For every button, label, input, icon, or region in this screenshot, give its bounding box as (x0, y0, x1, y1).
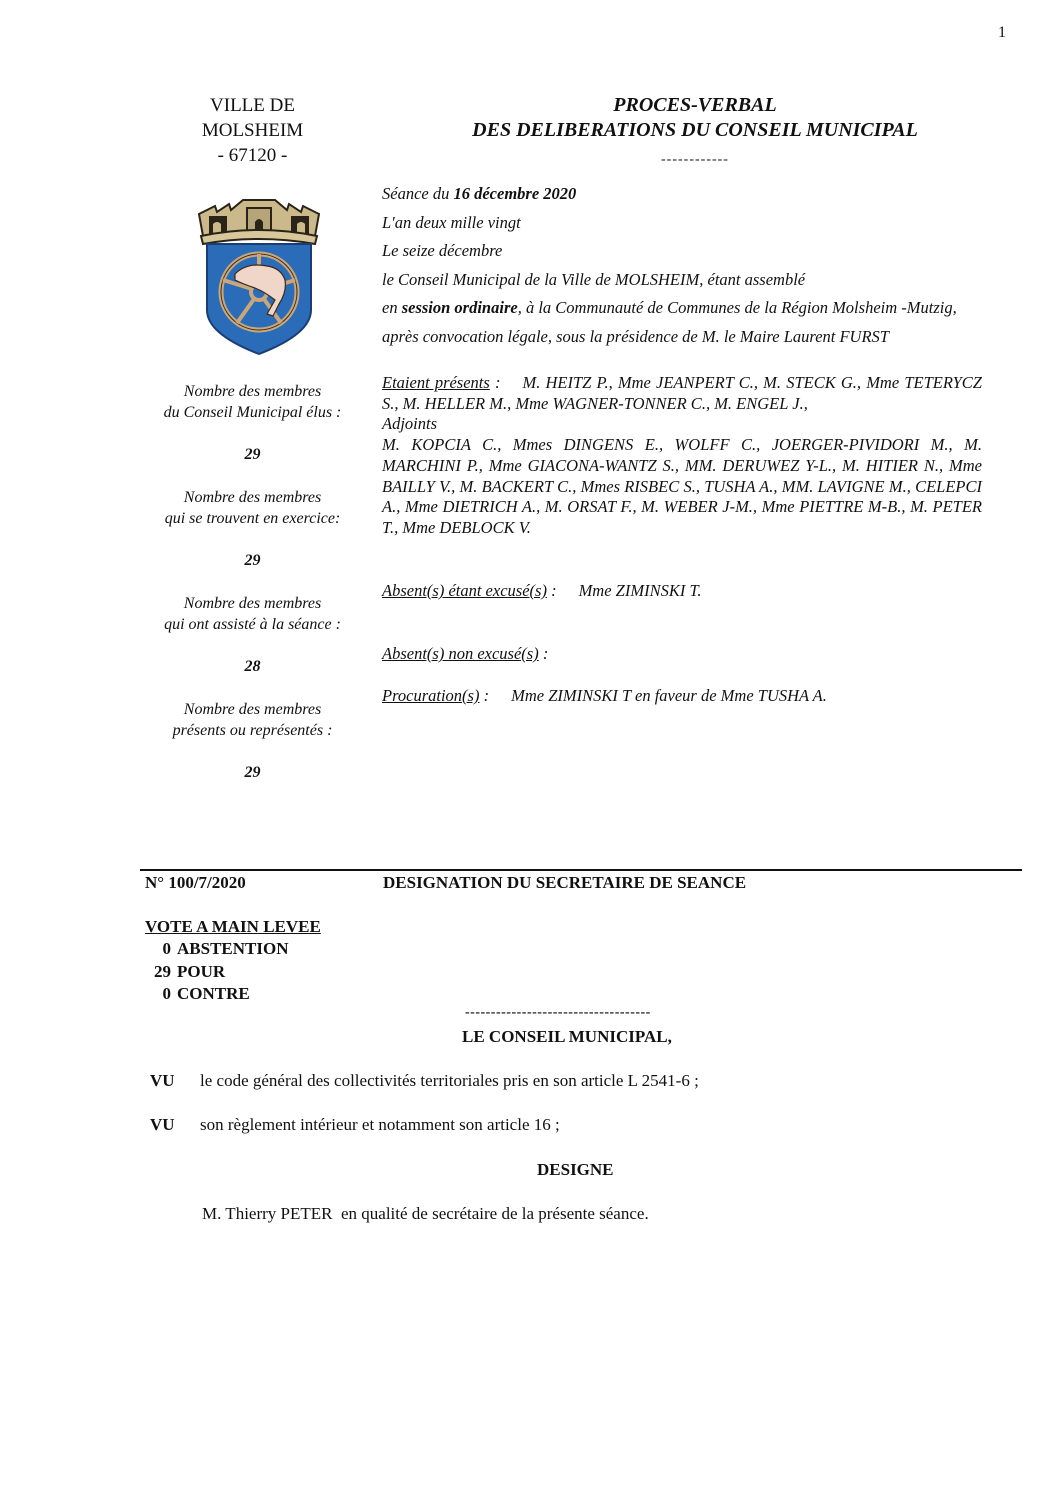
page-number: 1 (998, 24, 1006, 41)
stat-elected: Nombre des membres du Conseil Municipal élus : 29 (150, 381, 355, 465)
session-assembly-line: le Conseil Municipal de la Ville de MOLSHEIM, étant assemblé (382, 269, 806, 289)
excused-names: Mme ZIMINSKI T. (578, 581, 702, 600)
body-heading: LE CONSEIL MUNICIPAL, (462, 1027, 672, 1046)
stat-value: 29 (244, 446, 261, 463)
stat-in-office: Nombre des membres qui se trouvent en exercice: 29 (150, 487, 355, 571)
adjoints-label: Adjoints (382, 414, 438, 434)
city-header (150, 93, 355, 168)
consideration-prefix: VU (150, 1071, 175, 1090)
proxies: Procuration(s) : Mme ZIMINSKI T en faveur de Mme TUSHA A. (382, 686, 827, 705)
city-line: MOLSHEIM (201, 120, 304, 141)
present-label: Etaient présents (382, 373, 490, 392)
session-day-line: Le seize décembre (382, 241, 503, 260)
member-stats (150, 381, 355, 805)
vote-row-pour: 29 POUR (154, 961, 226, 981)
decision-heading: DESIGNE (537, 1160, 614, 1179)
title-line: PROCES-VERBAL (613, 94, 777, 116)
title-separator: ------------ (661, 152, 729, 167)
session-type-line: en session ordinaire, à la Communauté de Communes de la Région Molsheim -Mutzig, (382, 298, 957, 317)
unexcused-absences: Absent(s) non excusé(s) : (382, 644, 549, 663)
consideration-item: VU le code général des collectivités territoriales pris en son article L 2541-6 ; (150, 1071, 699, 1090)
session-details (382, 180, 1022, 351)
deliberation-number: N° 100/7/2020 (145, 873, 246, 892)
decision-text: M. Thierry PETER en qualité de secrétaire de la présente séance. (202, 1204, 649, 1223)
document-title (380, 93, 1010, 143)
session-year-line: L'an deux mille vingt (382, 212, 521, 232)
consideration-prefix: VU (150, 1115, 175, 1134)
consideration-item: VU son règlement intérieur et notamment son article 16 ; (150, 1115, 560, 1134)
adjoints-names: M. HEITZ P., Mme JEANPERT C., M. STECK G., Mme TETERYCZ S., M. HELLER M., Mme WAGNER-TONNER C., M. ENGEL J., (382, 373, 982, 413)
deliberation-title: DESIGNATION DU SECRETAIRE DE SEANCE (383, 873, 747, 892)
session-type: session ordinaire (401, 298, 518, 317)
stat-value: 28 (244, 658, 261, 675)
city-line: - 67120 - (217, 145, 288, 166)
attendees-list (382, 373, 982, 539)
excused-label: Absent(s) étant excusé(s) (382, 581, 547, 600)
vote-row-abstention: 0 ABSTENTION (162, 939, 289, 959)
body-separator: ------------------------------------ (465, 1005, 651, 1020)
vote-title: VOTE A MAIN LEVEE (145, 917, 321, 936)
city-line: VILLE DE (210, 95, 295, 116)
session-date-line: Séance du 16 décembre 2020 (382, 184, 577, 203)
vote-row-contre: 0 CONTRE (162, 983, 250, 1003)
excused-absences: Absent(s) étant excusé(s) : Mme ZIMINSKI T. (382, 581, 702, 600)
section-divider (140, 869, 1022, 871)
stat-attended: Nombre des membres qui ont assisté à la séance : 28 (150, 593, 355, 677)
proxy-text: Mme ZIMINSKI T en faveur de Mme TUSHA A. (511, 686, 827, 705)
coat-of-arms-icon (195, 192, 323, 356)
title-line: DES DELIBERATIONS DU CONSEIL MUNICIPAL (472, 119, 918, 141)
stat-value: 29 (244, 552, 261, 569)
adjoints-paragraph: Etaient présents : M. HEITZ P., Mme JEANPERT C., M. STECK G., Mme TETERYCZ S., M. HELLER M., Mme WAGNER-TONNER C., M. ENGEL J., (382, 373, 982, 413)
unexcused-label: Absent(s) non excusé(s) (382, 644, 539, 663)
members-names: M. KOPCIA C., Mmes DINGENS E., WOLFF C., JOERGER-PIVIDORI M., M. MARCHINI P., Mme GIACONA-WANTZ S., MM. DERUWEZ Y-L., M. HITIER N., Mme BAILLY V., M. BACKERT C., Mmes RISBEC S., TUSHA A., MM. LAVIGNE M., CELEPCI A., Mme DIETRICH A., M. ORSAT F., M. WEBER J-M., Mme PIETTRE M-B., M. PETER T., Mme DEBLOCK V. (382, 435, 982, 537)
stat-represented: Nombre des membres présents ou représentés : 29 (150, 699, 355, 783)
session-presidency-line: après convocation légale, sous la présidence de M. le Maire Laurent FURST (382, 326, 889, 346)
proxy-label: Procuration(s) (382, 686, 480, 705)
session-date: 16 décembre 2020 (453, 184, 577, 203)
stat-value: 29 (244, 764, 261, 781)
vote-summary (145, 916, 321, 1005)
